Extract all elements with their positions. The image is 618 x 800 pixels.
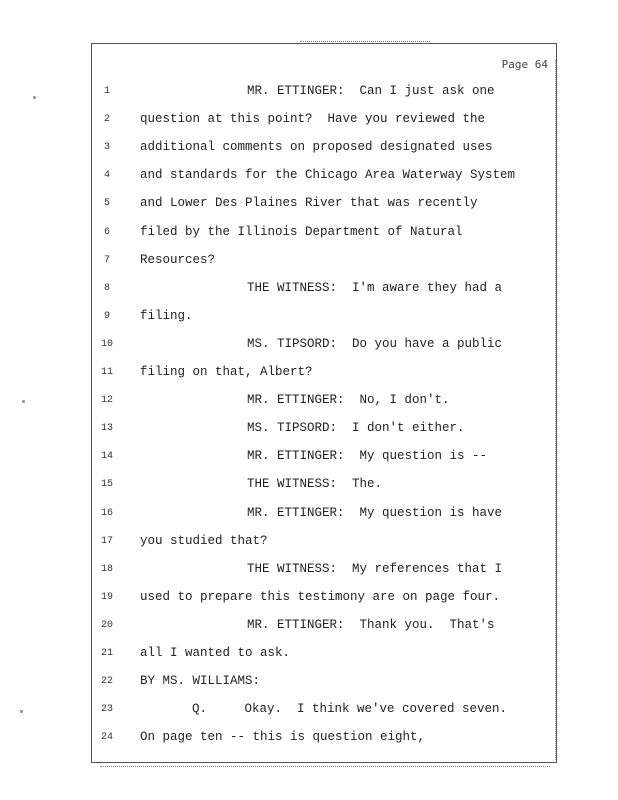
line-text: THE WITNESS: My references that I	[247, 561, 503, 576]
transcript-line	[92, 393, 556, 413]
line-number: 24	[100, 732, 113, 744]
scan-speck	[22, 400, 25, 403]
line-number: 15	[100, 479, 113, 491]
transcript-line	[92, 337, 556, 357]
line-number: 21	[100, 648, 113, 659]
page-number: Page 64	[501, 58, 548, 71]
line-number: 3	[103, 142, 110, 154]
transcript-line	[92, 618, 556, 638]
transcript-line	[92, 196, 556, 216]
transcript-page	[91, 43, 557, 763]
line-text: filed by the Illinois Department of Natural	[140, 224, 463, 239]
line-number: 2	[103, 114, 110, 126]
line-number: 13	[100, 423, 113, 435]
line-text: and standards for the Chicago Area Waterway System	[140, 168, 516, 183]
line-number: 17	[100, 535, 113, 547]
line-number: 8	[103, 282, 110, 294]
transcript-line	[92, 449, 556, 469]
transcript-line	[92, 421, 556, 441]
line-text: THE WITNESS: I'm aware they had a	[247, 280, 503, 295]
line-number: 14	[100, 451, 113, 463]
line-text: additional comments on proposed designated uses	[140, 140, 493, 155]
line-number: 1	[103, 86, 110, 97]
line-number: 7	[103, 254, 110, 266]
line-number: 16	[100, 507, 113, 519]
line-number: 23	[100, 704, 113, 716]
line-text: MR. ETTINGER: No, I don't.	[247, 393, 450, 408]
line-text: Q. Okay. I think we've covered seven.	[192, 702, 508, 717]
transcript-line	[92, 84, 556, 104]
line-text: MR. ETTINGER: My question is --	[247, 449, 488, 464]
line-text: all I wanted to ask.	[140, 646, 291, 660]
transcript-line	[92, 365, 556, 385]
line-text: used to prepare this testimony are on page four.	[140, 589, 501, 604]
line-text: and Lower Des Plaines River that was recently	[140, 196, 478, 211]
line-number: 22	[100, 676, 113, 688]
transcript-line	[92, 140, 556, 160]
transcript-line	[92, 674, 556, 694]
transcript-line	[92, 168, 556, 188]
scan-speck	[33, 96, 36, 99]
transcript-line	[92, 112, 556, 132]
transcript-line	[92, 225, 556, 245]
line-number: 6	[103, 226, 110, 238]
line-text: MR. ETTINGER: My question is have	[247, 505, 503, 520]
line-number: 12	[100, 395, 113, 407]
transcript-line	[92, 562, 556, 582]
transcript-line	[92, 253, 556, 273]
line-number: 11	[100, 367, 113, 378]
line-text: On page ten -- this is question eight,	[140, 730, 426, 745]
line-text: MR. ETTINGER: Can I just ask one	[247, 84, 495, 98]
transcript-line	[92, 646, 556, 666]
line-text: Resources?	[140, 252, 216, 267]
line-text: MR. ETTINGER: Thank you. That's	[247, 617, 495, 632]
transcript-line	[92, 702, 556, 722]
line-number: 4	[103, 170, 110, 182]
line-text: filing on that, Albert?	[140, 365, 313, 379]
line-text: MS. TIPSORD: Do you have a public	[247, 336, 503, 351]
line-text: THE WITNESS: The.	[247, 477, 383, 492]
transcript-line	[92, 506, 556, 526]
transcript-line	[92, 730, 556, 750]
line-text: you studied that?	[140, 533, 268, 548]
scan-speck	[20, 710, 23, 713]
line-number: 9	[103, 310, 110, 322]
line-text: question at this point? Have you reviewed the	[140, 112, 486, 127]
line-number: 20	[100, 619, 113, 631]
transcript-line	[92, 534, 556, 554]
bottom-scan-rule	[100, 766, 550, 768]
line-number: 5	[103, 198, 110, 210]
transcript-line	[92, 477, 556, 497]
line-text: MS. TIPSORD: I don't either.	[247, 421, 465, 436]
transcript-line	[92, 281, 556, 301]
right-margin-dots	[555, 60, 558, 760]
transcript-line	[92, 309, 556, 329]
line-number: 19	[100, 591, 113, 603]
line-number: 10	[100, 338, 113, 350]
line-text: BY MS. WILLIAMS:	[140, 674, 261, 689]
line-text: filing.	[140, 308, 193, 323]
line-number: 18	[100, 563, 113, 575]
transcript-line	[92, 590, 556, 610]
